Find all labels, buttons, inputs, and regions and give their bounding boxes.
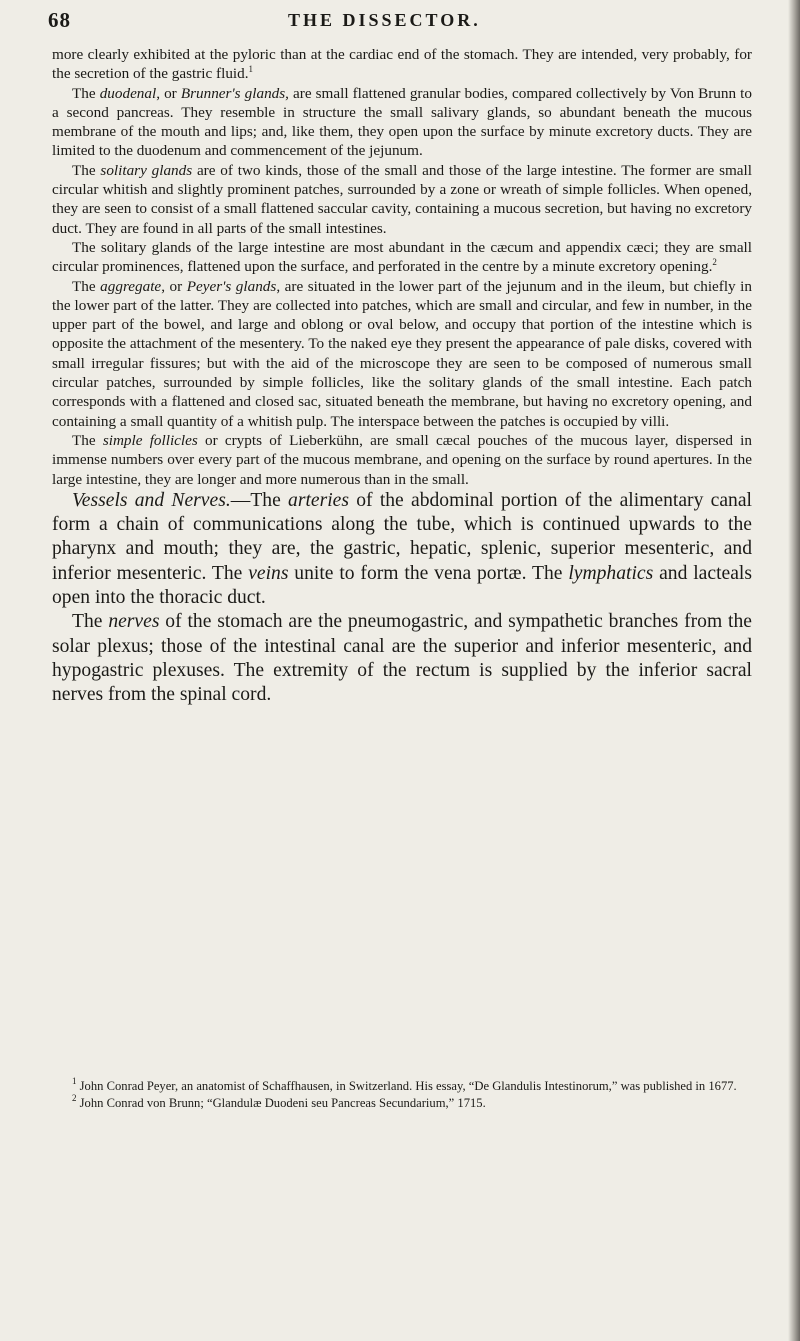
footnotes (52, 1078, 752, 1111)
paragraph-duodenal-glands: The duodenal, or Brunner's glands, are small flattened granular bodies, compared collectively by Von Brunn to a second pancreas. They resemble in structure the small salivary glands, so abundant beneath the mucous membrane of the mouth and lips; and, like them, they open upon the surface by minute excretory ducts. They are limited to the duodenum and commencement of the jejunum. (52, 84, 752, 160)
paragraph-simple-follicles: The simple follicles or crypts of Lieberkühn, are small cæcal pouches of the mucous layer, dispersed in immense numbers over every part of the mucous membrane, and opening on the surface by round apertures. In the large intestine, they are longer and more numerous than in the small. (52, 431, 752, 488)
paragraph-stomach-glands: more clearly exhibited at the pyloric than at the cardiac end of the stomach. They are intended, very probably, for the secretion of the gastric fluid.$^1$ (52, 46, 752, 83)
section-heading: Vessels and Nerves. (72, 489, 231, 511)
paragraph-vessels-nerves: Vessels and Nerves.—The arteries of the abdominal portion of the alimentary canal form a chain of communications along the tube, which is continued upwards to the pharynx and mouth; they are, the gastric, hepatic, splenic, superior mesenteric, and inferior mesenteric. The veins unite to form the vena portæ. The lymphatics and lacteals open into the thoracic duct. (52, 489, 752, 609)
footnote-2: $^2$ John Conrad von Brunn; “Glandulæ Duodeni seu Pancreas Secundarium,” 1715. (72, 1092, 486, 1110)
page-header (48, 8, 748, 40)
paragraph-nerves: The nerves of the stomach are the pneumogastric, and sympathetic branches from the solar plexus; those of the intestinal canal are the superior and inferior mesenteric, and hypogastric plexuses. The extremity of the rectum is supplied by the inferior sacral nerves from the spinal cord. (52, 611, 752, 706)
paragraph-solitary-glands: The solitary glands are of two kinds, those of the small and those of the large intestine. The former are small circular whitish and slightly prominent patches, surrounded by a zone or wreath of simple follicles. When opened, they are seen to consist of a small flattened saccular cavity, containing a mucous secretion, but having no excretory duct. They are found in all parts of the small intestines. (52, 161, 752, 237)
page-edge-shadow (788, 0, 800, 1341)
body-text (52, 45, 752, 708)
paragraph-peyers-glands: The aggregate, or Peyer's glands, are situated in the lower part of the jejunum and in the ileum, but chiefly in the lower part of the latter. They are collected into patches, which are small and circular, and few in number, in the upper part of the bowel, and large and oblong or oval below, and occupy that portion of the intestine which is opposite the attachment of the mesentery. To the naked eye they present the appearance of pale disks, covered with small irregular fissures; but with the aid of the microscope they are seen to be composed of numerous small circular patches, surrounded by simple follicles, like the solitary glands of the small intestine. Each patch corresponds with a flattened and closed sac, situated beneath the membrane, but having no excretory opening, and containing a small quantity of a whitish pulp. The interspace between the patches is occupied by villi. (52, 277, 752, 430)
footnote-1: $^1$ John Conrad Peyer, an anatomist of Schaffhausen, in Switzerland. His essay, “De Glandulis Intestinorum,” was published in 1677. (72, 1076, 737, 1093)
running-head: THE DISSECTOR. (288, 10, 481, 30)
page-number: 68 (48, 8, 71, 32)
paragraph-large-intestine-glands: The solitary glands of the large intestine are most abundant in the cæcum and appendix cæci; they are small circular prominences, flattened upon the surface, and perforated in the centre by a minute excretory opening.$^2$ (52, 238, 752, 276)
